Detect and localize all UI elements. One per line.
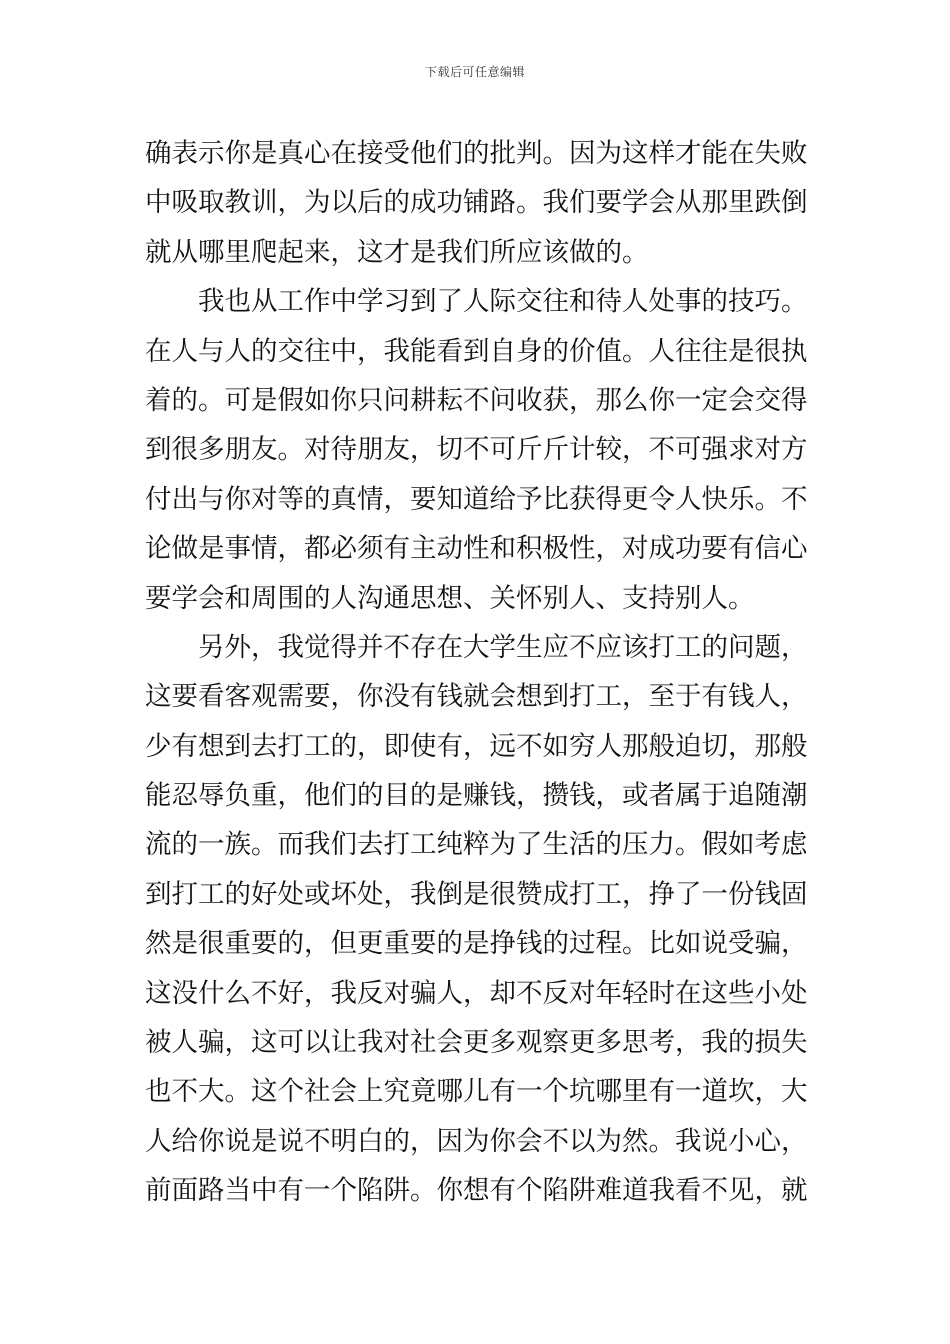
text-line: 到打工的好处或坏处，我倒是很赞成打工，挣了一份钱固 (145, 878, 807, 910)
text-line: 到很多朋友。对待朋友，切不可斤斤计较，不可强求对方 (145, 434, 807, 466)
text-line: 确表示你是真心在接受他们的批判。因为这样才能在失败 (145, 138, 807, 169)
text-line: 被人骗，这可以让我对社会更多观察更多思考，我的损失 (145, 1027, 807, 1059)
text-line: 就从哪里爬起来，这才是我们所应该做的。 (145, 236, 649, 268)
text-line: 能忍辱负重，他们的目的是赚钱，攒钱，或者属于追随潮 (145, 780, 807, 812)
text-line: 另外，我觉得并不存在大学生应不应该打工的问题， (145, 631, 807, 663)
text-line: 论做是事情，都必须有主动性和积极性，对成功要有信心 (145, 533, 807, 565)
text-line: 着的。可是假如你只问耕耘不问收获，那么你一定会交得 (145, 384, 807, 416)
body-text (145, 129, 807, 1216)
text-line: 这没什么不好，我反对骗人，却不反对年轻时在这些小处 (145, 977, 807, 1009)
text-line: 少有想到去打工的，即使有，远不如穷人那般迫切，那般 (145, 730, 807, 762)
text-line: 然是很重要的，但更重要的是挣钱的过程。比如说受骗， (145, 928, 807, 960)
text-line: 我也从工作中学习到了人际交往和待人处事的技巧。 (145, 286, 807, 318)
text-line: 要学会和周围的人沟通思想、关怀别人、支持别人。 (145, 582, 755, 614)
text-line: 也不大。这个社会上究竟哪儿有一个坑哪里有一道坎，大 (145, 1076, 807, 1108)
text-line: 流的一族。而我们去打工纯粹为了生活的压力。假如考虑 (145, 829, 807, 861)
page-header: 下载后可任意编辑 (424, 65, 525, 79)
text-line: 前面路当中有一个陷阱。你想有个陷阱难道我看不见，就 (145, 1175, 807, 1207)
text-line: 付出与你对等的真情，要知道给予比获得更令人快乐。不 (145, 483, 807, 515)
text-line: 这要看客观需要，你没有钱就会想到打工，至于有钱人， (145, 681, 807, 713)
text-line: 人给你说是说不明白的，因为你会不以为然。我说小心， (145, 1125, 807, 1157)
text-line: 中吸取教训，为以后的成功铺路。我们要学会从那里跌倒 (145, 187, 807, 219)
text-line: 在人与人的交往中，我能看到自身的价值。人往往是很执 (145, 335, 807, 367)
